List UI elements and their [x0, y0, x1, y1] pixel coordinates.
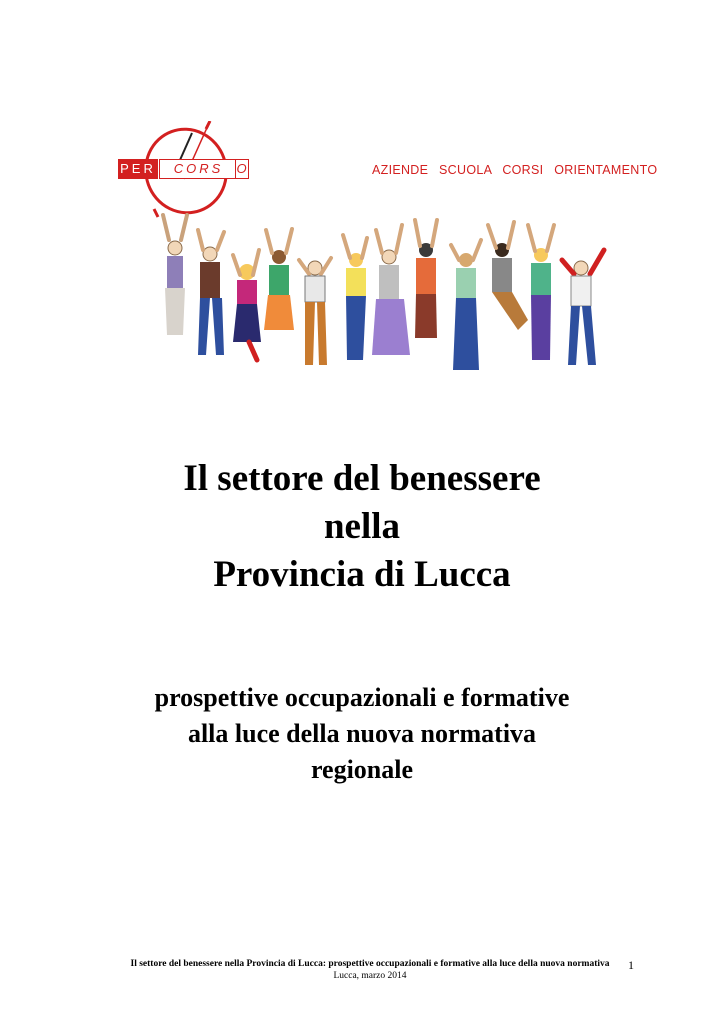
percorso-logo [114, 121, 249, 219]
subtitle-line-2: alla luce della nuova normativa [187, 719, 537, 748]
footer-date: Lucca, marzo 2014 [333, 971, 407, 981]
footer-title: Il settore del benessere nella Provincia di Lucca: prospettive occupazionali e formative alla luce della nuova normativa [130, 959, 610, 969]
tagline: AZIENDE SCUOLA CORSI ORIENTAMENTO [372, 163, 658, 177]
jumping-people-illustration [138, 210, 638, 395]
page-footer [100, 958, 640, 982]
title-line-2: nella [323, 506, 401, 547]
page-number: 1 [628, 958, 634, 972]
document-subtitle [0, 680, 724, 788]
title-line-1: Il settore del benessere [183, 458, 541, 499]
logo-per-text: PER [118, 159, 158, 179]
document-title [0, 455, 724, 599]
title-line-3: Provincia di Lucca [213, 554, 511, 595]
logo-corso-text: CORS [159, 159, 236, 179]
logo-o-text: O [235, 159, 249, 179]
subtitle-line-1: prospettive occupazionali e formative [154, 683, 570, 712]
subtitle-line-3: regionale [310, 755, 414, 784]
